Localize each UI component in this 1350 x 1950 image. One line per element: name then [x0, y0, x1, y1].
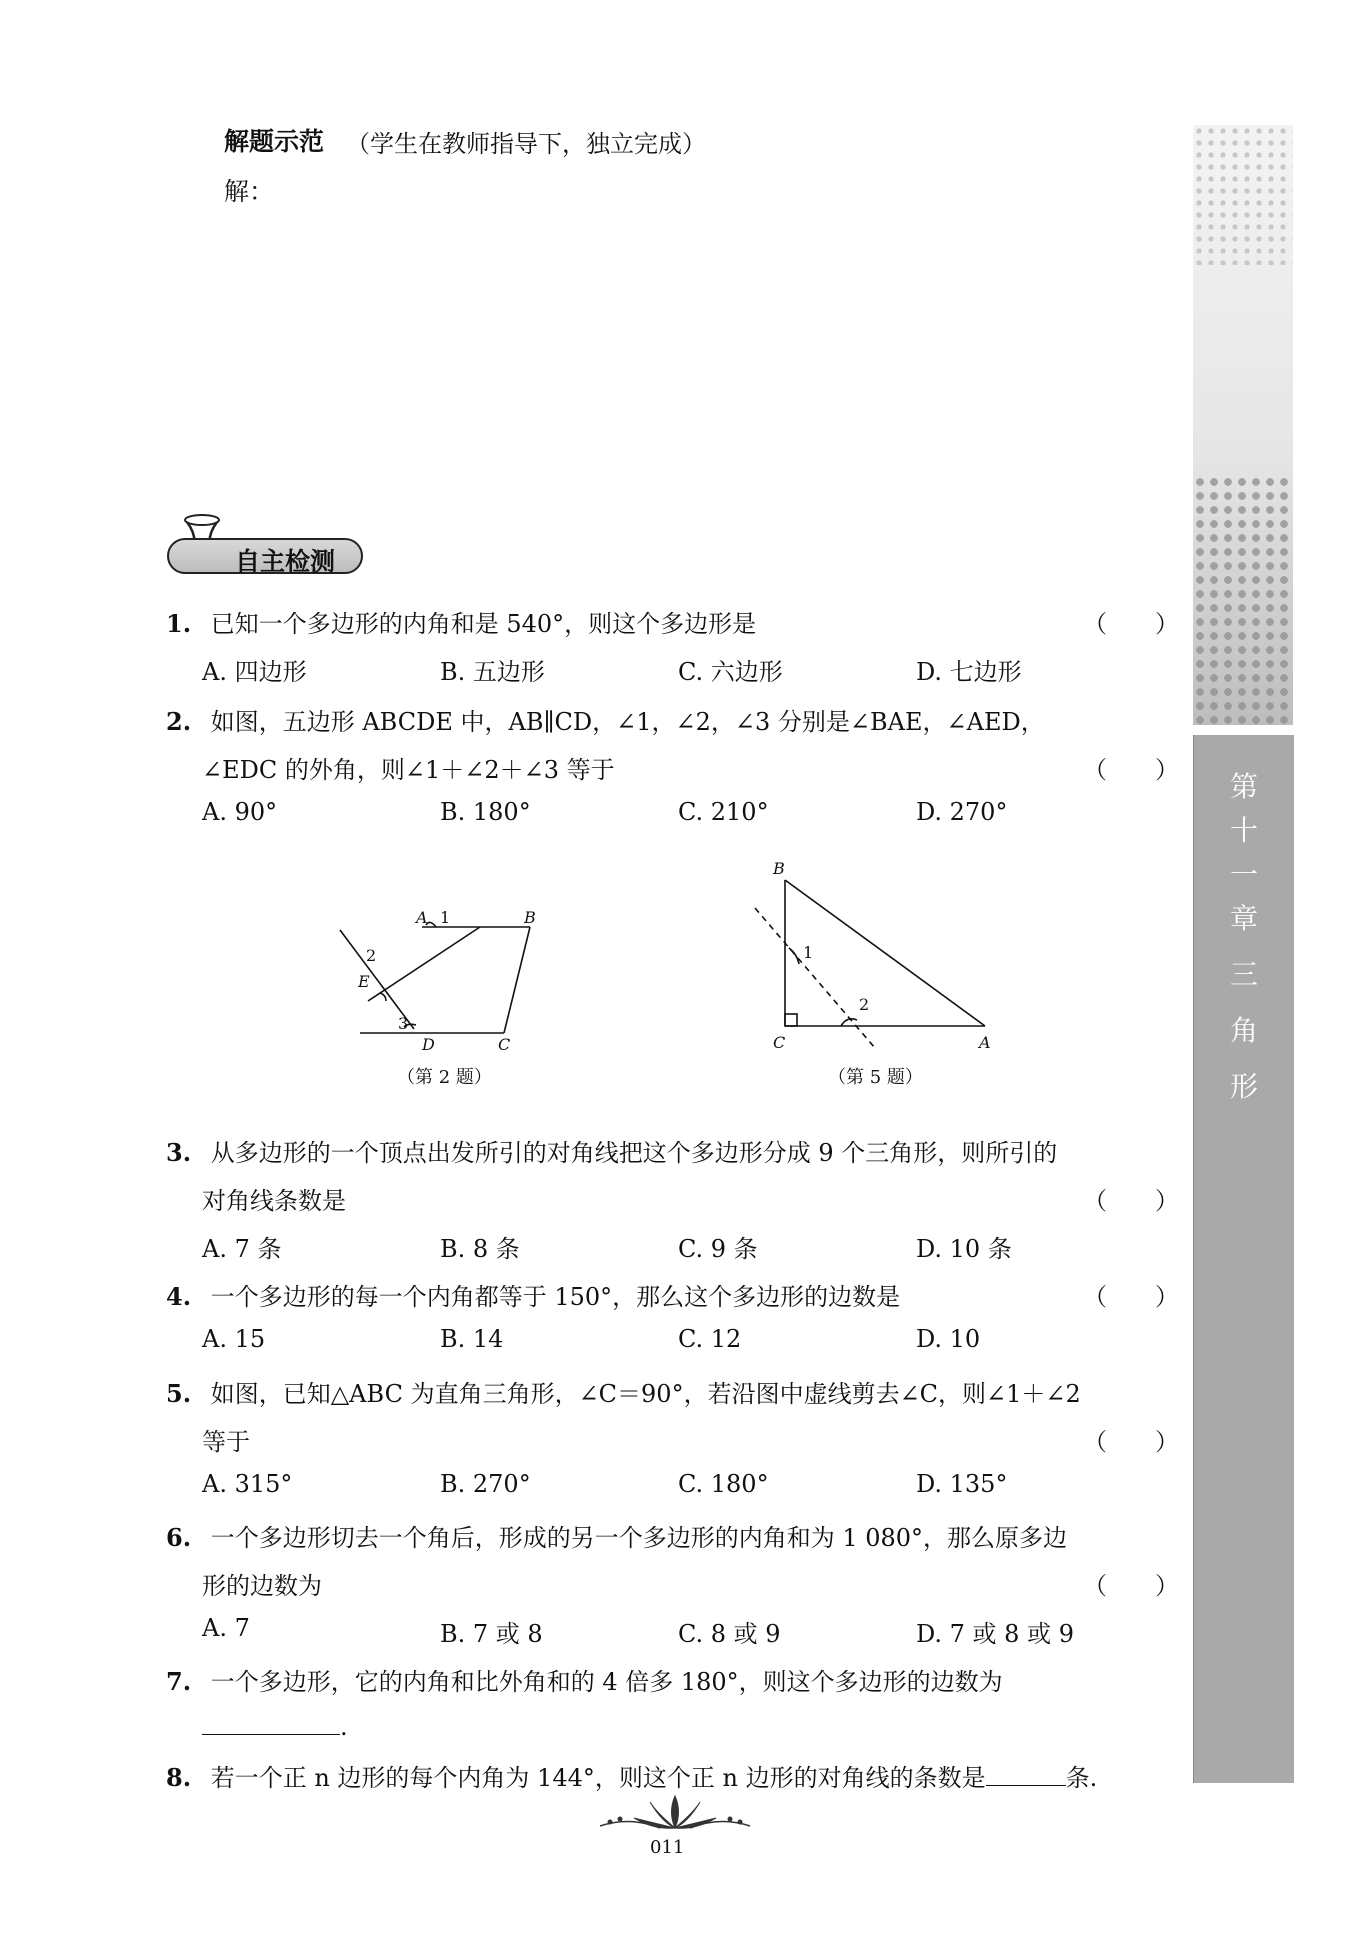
- question-text: 如图，五边形 ABCDE 中，AB∥CD，∠1，∠2，∠3 分别是∠BAE，∠AED，: [210, 708, 1045, 736]
- chapter-title: [1194, 765, 1294, 1109]
- label-B: B: [773, 859, 785, 878]
- question-text-cont: 等于: [202, 1428, 250, 1456]
- question-text: 已知一个多边形的内角和是 540°，则这个多边形是: [210, 610, 757, 638]
- figure-2-diagram: [330, 905, 560, 1055]
- answer-paren[interactable]: （ ）: [1083, 1283, 1179, 1311]
- question-text-cont: 形的边数为: [202, 1572, 322, 1600]
- option-d: D. 七边形: [916, 658, 1022, 686]
- label-A: A: [416, 908, 428, 927]
- question-number: 2.: [166, 707, 192, 736]
- option-b: B. 180°: [440, 798, 531, 826]
- label-2: 2: [859, 995, 870, 1014]
- option-a: A. 7 条: [202, 1235, 282, 1263]
- question-text: 一个多边形，它的内角和比外角和的 4 倍多 180°，则这个多边形的边数为: [210, 1668, 1003, 1696]
- section-badge: [165, 512, 365, 574]
- answer-paren[interactable]: （ ）: [1083, 1187, 1179, 1215]
- demo-title: 解题示范: [224, 127, 325, 156]
- question-text: 从多边形的一个顶点出发所引的对角线把这个多边形分成 9 个三角形，则所引的: [210, 1139, 1058, 1167]
- chapter-char: 章: [1229, 902, 1258, 935]
- chapter-sidebar: [1193, 125, 1293, 1783]
- question-2: [166, 702, 1045, 737]
- option-a: A. 15: [202, 1325, 266, 1353]
- option-d: D. 135°: [916, 1470, 1008, 1498]
- question-text-cont: .: [340, 1713, 348, 1741]
- question-number: 7.: [166, 1667, 192, 1696]
- label-A: A: [979, 1033, 991, 1052]
- figure-5-caption: （第 5 题）: [828, 1067, 923, 1088]
- question-number: 5.: [166, 1379, 192, 1408]
- demo-answer-label: 解：: [224, 177, 275, 206]
- option-d: D. 7 或 8 或 9: [916, 1620, 1074, 1648]
- angle-arc: [380, 993, 386, 1001]
- question-text: 一个多边形切去一个角后，形成的另一个多边形的内角和为 1 080°，那么原多边: [210, 1524, 1068, 1552]
- answer-paren[interactable]: （ ）: [1083, 1428, 1179, 1456]
- question-5: [166, 1374, 1081, 1409]
- option-c: C. 12: [678, 1325, 742, 1353]
- page-number: 011: [650, 1837, 685, 1858]
- chapter-char: 三: [1229, 958, 1258, 991]
- question-text-cont: ∠EDC 的外角，则∠1＋∠2＋∠3 等于: [202, 756, 615, 784]
- question-1: [166, 604, 756, 639]
- cut-line-dashed: [755, 908, 875, 1048]
- option-c: C. 180°: [678, 1470, 769, 1498]
- right-angle-mark: [785, 1014, 797, 1026]
- figure-5-diagram: [745, 858, 1005, 1058]
- answer-paren[interactable]: （ ）: [1083, 756, 1179, 784]
- option-a: A. 315°: [202, 1470, 293, 1498]
- question-7: [166, 1662, 1003, 1697]
- figure-line: [368, 927, 480, 1001]
- figure-line: [785, 880, 985, 1026]
- option-c: C. 210°: [678, 798, 769, 826]
- sidebar-chapter-panel: [1193, 735, 1294, 1783]
- sidebar-dot-pattern: [1193, 125, 1293, 265]
- question-text: 一个多边形的每一个内角都等于 150°，那么这个多边形的边数是: [210, 1283, 901, 1311]
- question-8: [166, 1758, 1097, 1793]
- chapter-char: 一: [1229, 858, 1258, 891]
- question-4: [166, 1277, 900, 1312]
- option-c: C. 8 或 9: [678, 1620, 781, 1648]
- option-b: B. 8 条: [440, 1235, 520, 1263]
- question-text: 如图，已知△ABC 为直角三角形，∠C＝90°，若沿图中虚线剪去∠C，则∠1＋∠2: [210, 1380, 1081, 1408]
- label-1: 1: [803, 943, 814, 962]
- question-text-cont: 条.: [1065, 1764, 1098, 1792]
- option-b: B. 五边形: [440, 658, 545, 686]
- option-d: D. 270°: [916, 798, 1008, 826]
- option-d: D. 10 条: [916, 1235, 1012, 1263]
- figure-line: [504, 927, 530, 1033]
- label-D: D: [422, 1035, 435, 1054]
- angle-arc: [841, 1019, 857, 1026]
- option-b: B. 14: [440, 1325, 504, 1353]
- question-number: 6.: [166, 1523, 192, 1552]
- option-c: C. 六边形: [678, 658, 783, 686]
- sidebar-dot-pattern: [1193, 475, 1293, 725]
- label-1: 1: [440, 908, 451, 927]
- question-number: 3.: [166, 1138, 192, 1167]
- label-2: 2: [366, 946, 377, 965]
- chapter-char: 十: [1229, 814, 1258, 847]
- option-c: C. 9 条: [678, 1235, 758, 1263]
- question-6: [166, 1518, 1067, 1553]
- demo-note: （学生在教师指导下，独立完成）: [346, 130, 706, 158]
- answer-blank[interactable]: [202, 1710, 340, 1735]
- question-text-cont: 对角线条数是: [202, 1187, 346, 1215]
- option-a: A. 7: [202, 1614, 250, 1642]
- label-C: C: [498, 1035, 511, 1054]
- option-a: A. 四边形: [202, 658, 307, 686]
- answer-blank[interactable]: [986, 1761, 1066, 1786]
- section-label: 自主检测: [235, 547, 336, 576]
- ornament-icon: [590, 1792, 760, 1836]
- label-E: E: [358, 972, 370, 991]
- question-number: 1.: [166, 609, 192, 638]
- option-b: B. 7 或 8: [440, 1620, 543, 1648]
- question-number: 8.: [166, 1763, 192, 1792]
- option-b: B. 270°: [440, 1470, 531, 1498]
- chapter-char: 角: [1229, 1014, 1258, 1047]
- label-3: 3: [398, 1014, 409, 1033]
- chapter-char: 形: [1229, 1070, 1258, 1103]
- option-d: D. 10: [916, 1325, 981, 1353]
- question-text: 若一个正 n 边形的每个内角为 144°，则这个正 n 边形的对角线的条数是: [210, 1764, 986, 1792]
- question-7-blank-line: [202, 1710, 348, 1741]
- question-number: 4.: [166, 1282, 192, 1311]
- answer-paren[interactable]: （ ）: [1083, 1572, 1179, 1600]
- figure-2-caption: （第 2 题）: [397, 1067, 492, 1088]
- label-C: C: [773, 1033, 786, 1052]
- question-3: [166, 1133, 1057, 1168]
- label-B: B: [524, 908, 536, 927]
- chapter-char: 第: [1229, 770, 1258, 803]
- option-a: A. 90°: [202, 798, 278, 826]
- answer-paren[interactable]: （ ）: [1083, 610, 1179, 638]
